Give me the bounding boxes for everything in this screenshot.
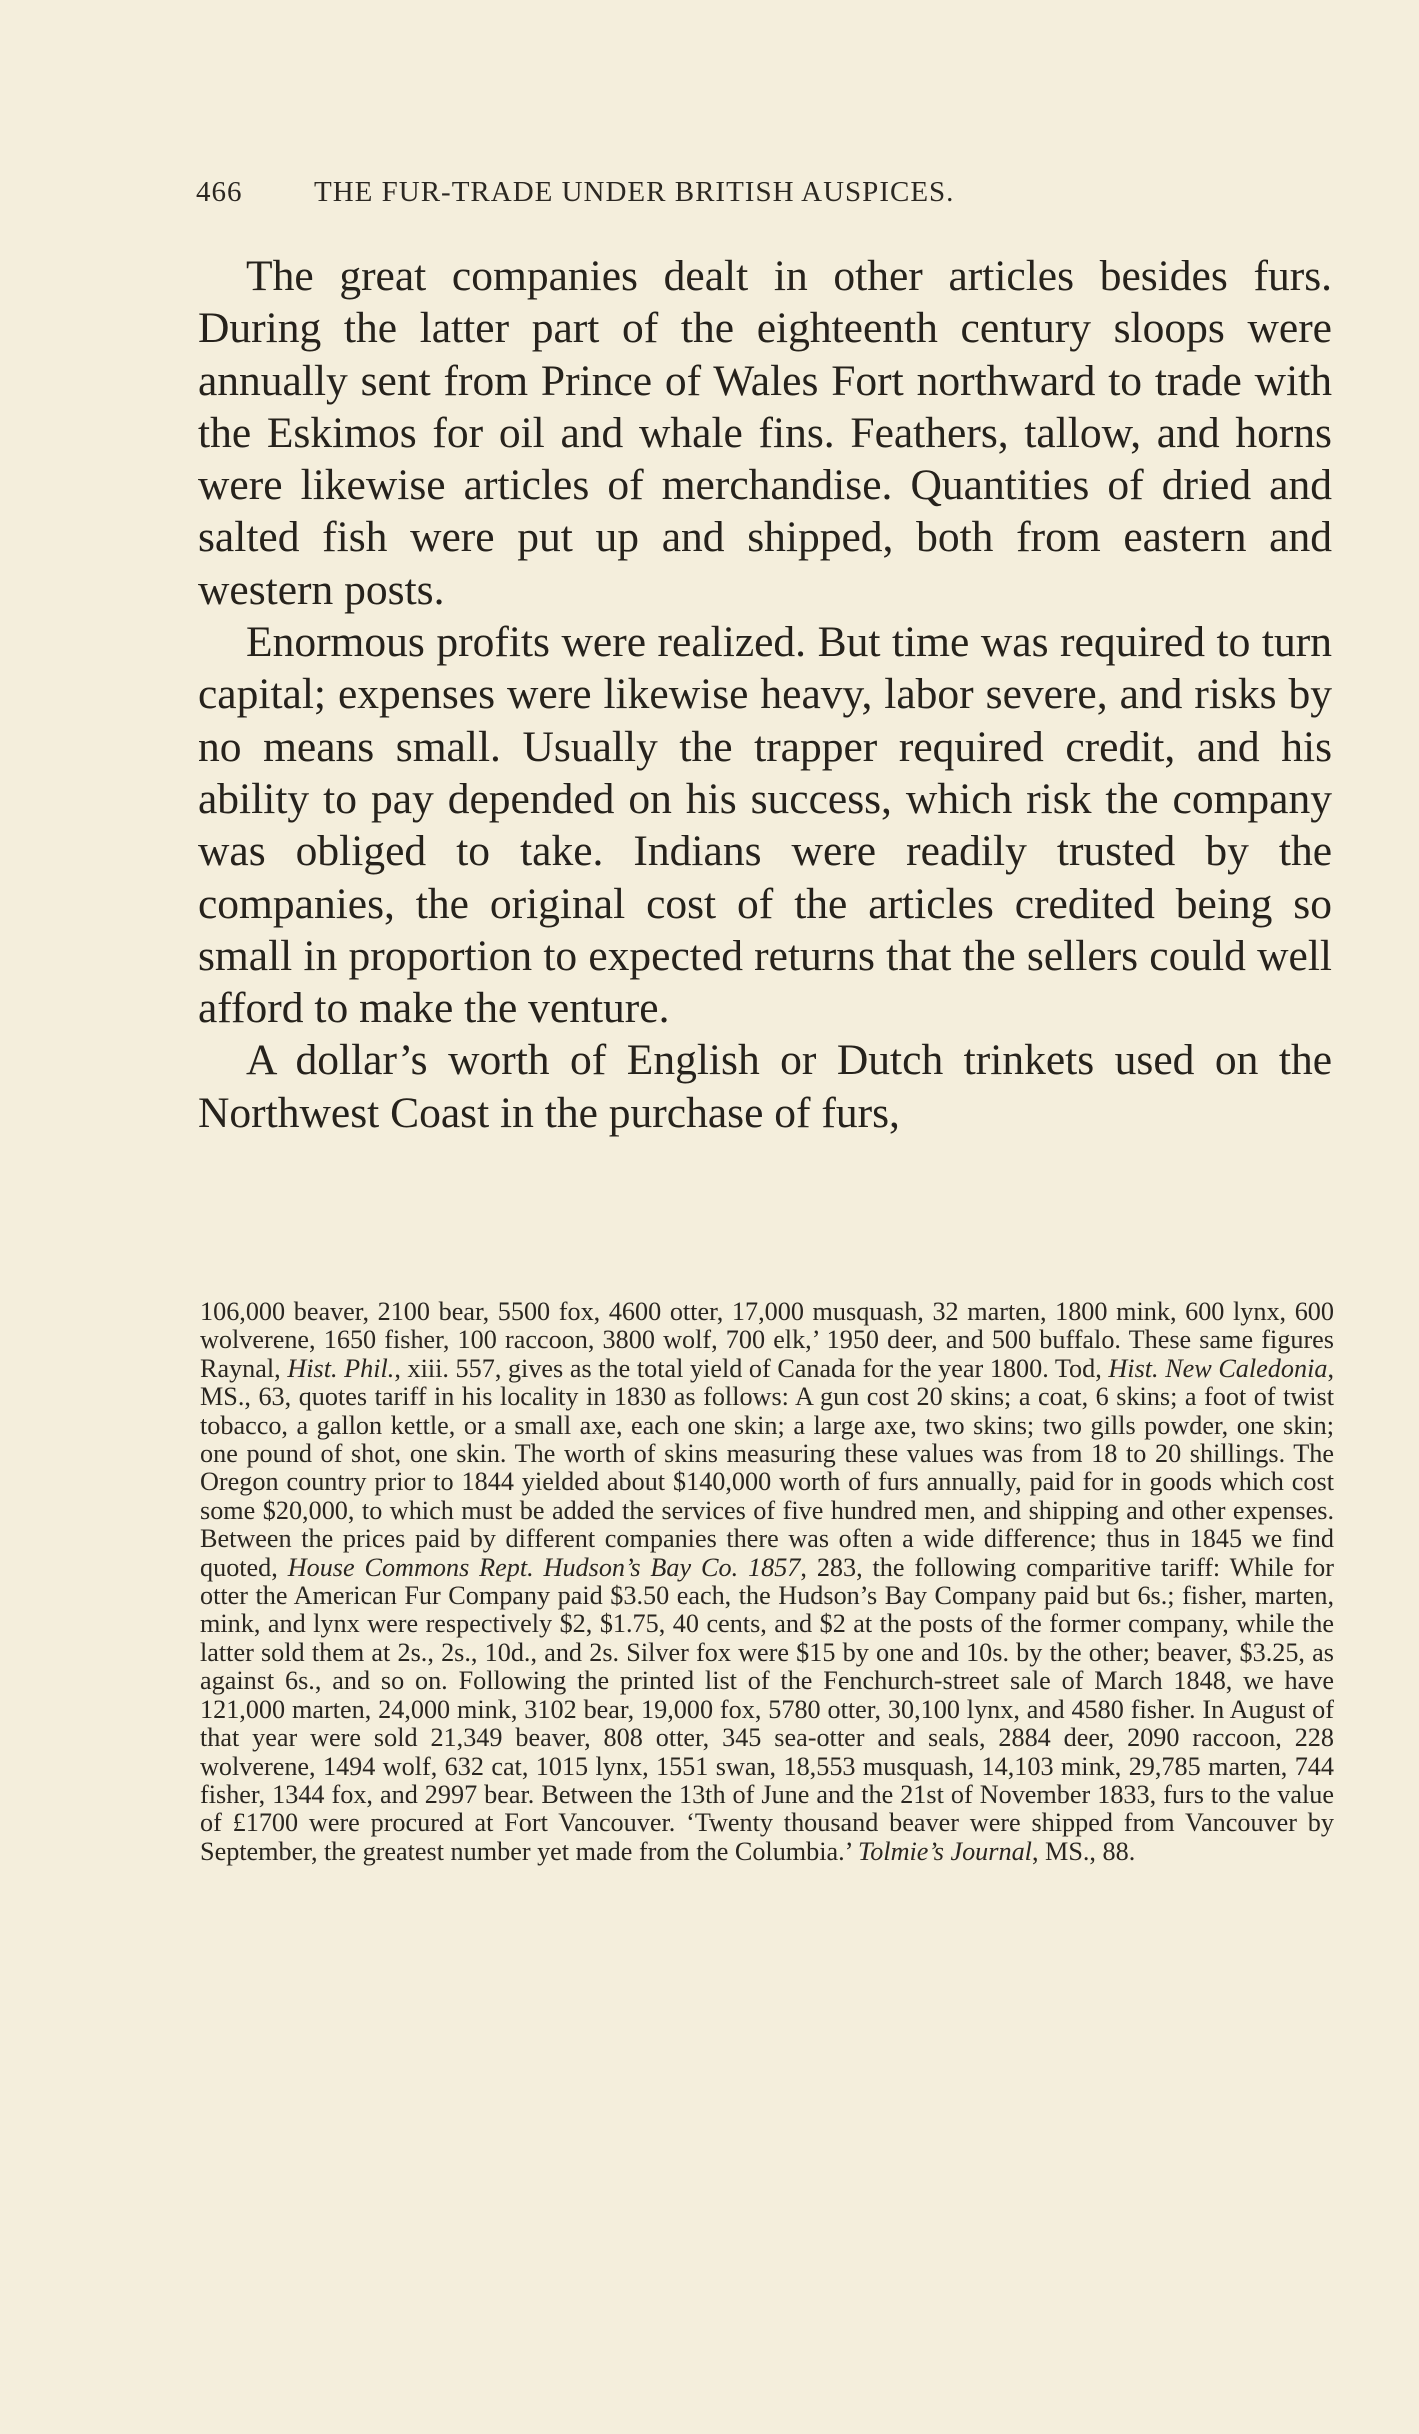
footnote-paragraph bbox=[200, 1298, 1334, 1866]
footnote-text: , xiii. 557, gives as the total yield of Canada for the year 1800. Tod, bbox=[394, 1353, 1109, 1383]
running-title: THE FUR-TRADE UNDER BRITISH AUSPICES. bbox=[314, 176, 955, 208]
paragraph-other-articles: The great companies dealt in other articles besides furs. During the latter part of the eighteenth century sloops were annually sent from Prince of Wales Fort northward to trade with the Eskimos for oil and whale fins. Feathers, tallow, and horns were likewise articles of merchandise. Quantities of dried and salted fish were put up and shipped, both from eastern and western posts. bbox=[198, 252, 1332, 614]
page-number: 466 bbox=[196, 176, 243, 208]
body-text bbox=[198, 250, 1332, 1139]
footnote-text: 106,000 beaver, 2100 bear, 5500 fox, 4600 otter, 17,000 musquash, 32 marten, 1800 mink, 600 lynx, 600 wolverene, 1650 fisher, 100 raccoon, 3800 wolf, 700 elk,’ 1950 deer, and 500 buffalo. These same figures Raynal, bbox=[200, 1297, 1334, 1383]
paragraph-enormous-profits: Enormous profits were realized. But time was required to turn capital; expenses were likewise heavy, labor severe, and risks by no means small. Usually the trapper required credit, and his ability to pay depended on his success, which risk the company was obliged to take. Indians were readily trusted by the companies, the original cost of the articles credited being so small in proportion to expected returns that the sellers could well afford to make the venture. bbox=[198, 618, 1332, 1033]
citation-house-commons: House Commons Rept. Hudson’s Bay Co. 1857 bbox=[287, 1552, 801, 1582]
footnote-text: , MS., 63, quotes tariff in his locality in 1830 as follows: A gun cost 20 skins; a coat, 6 skins; a foot of twist tobacco, a gallon kettle, or a small axe, each one skin; a large axe, two skins; two gills powder, one skin; one pound of shot, one skin. The worth of skins measuring these values was from 18 to 20 shillings. The Oregon country prior to 1844 yielded about $140,000 worth of furs annually, paid for in goods which cost some $20,000, to which must be added the services of five hundred men, and shipping and other expenses. Between the prices paid by different companies there was often a wide difference; thus in 1845 we find quoted, bbox=[200, 1353, 1334, 1582]
citation-hist-new-caledonia: Hist. New Caledonia bbox=[1108, 1353, 1328, 1383]
paragraph-dollar-worth: A dollar’s worth of English or Dutch trinkets used on the Northwest Coast in the purchase of furs, bbox=[198, 1036, 1332, 1137]
footnote bbox=[200, 1298, 1334, 1866]
citation-tolmie-journal: Tolmie’s Journal bbox=[858, 1836, 1032, 1866]
footnote-text: , MS., 88. bbox=[1031, 1836, 1136, 1866]
running-head bbox=[196, 176, 1196, 209]
footnote-text: , 283, the following comparitive tariff: While for otter the American Fur Company paid $3.50 each, the Hudson’s Bay Company paid but 6s.; fisher, marten, mink, and lynx were respectively $2, $1.75, 40 cents, and $2 at the posts of the former company, while the latter sold them at 2s., 2s., 10d., and 2s. Silver fox were $15 by one and 10s. by the other; beaver, $3.25, as against 6s., and so on. Following the printed list of the Fenchurch-street sale of March 1848, we have 121,000 marten, 24,000 mink, 3102 bear, 19,000 fox, 5780 otter, 30,100 lynx, and 4580 fisher. In August of that year were sold 21,349 beaver, 808 otter, 345 sea-otter and seals, 2884 deer, 2090 raccoon, 228 wolverene, 1494 wolf, 632 cat, 1015 lynx, 1551 swan, 18,553 musquash, 14,103 mink, 29,785 marten, 744 fisher, 1344 fox, and 2997 bear. Between the 13th of June and the 21st of November 1833, furs to the value of £1700 were procured at Fort Vancouver. ‘Twenty thousand beaver were shipped from Vancouver by September, the greatest number yet made from the Columbia.’ bbox=[200, 1552, 1334, 1866]
citation-hist-phil: Hist. Phil. bbox=[287, 1353, 395, 1383]
